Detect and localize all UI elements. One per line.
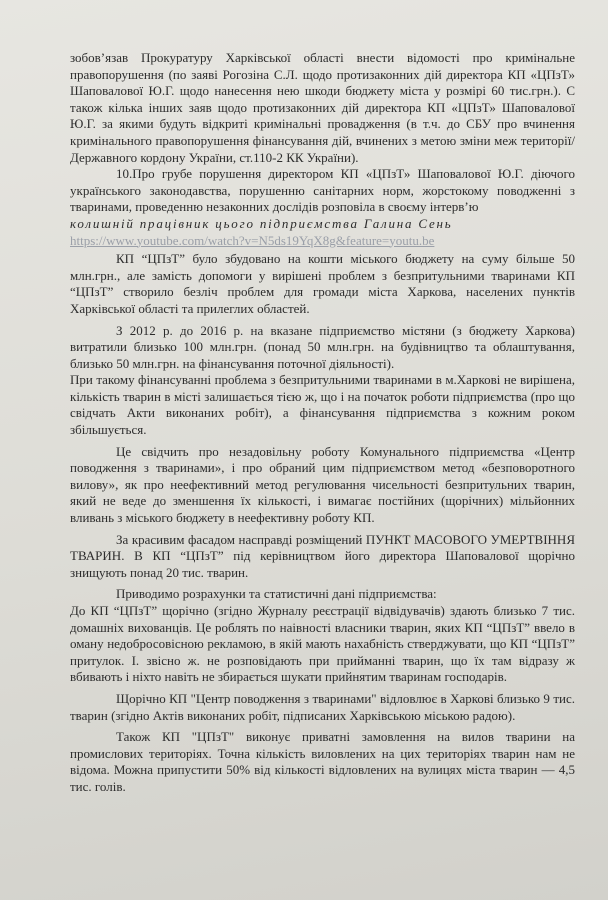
paragraph-statistics-intro: Приводимо розрахунки та статистичні дані підприємства: <box>116 586 437 602</box>
paragraph-inefficiency: Це свідчить про незадовільну роботу Комунального підприємства «Центр поводження з тваринами», і про обраний цим підприємством метод «безповоротного вилову», як про неефективний метод регулювання чисельності безпритульних тварин, який не веде до зменшення їх кількості, і вимагає постійних (щорічних) мільйонних вливань з міського бюджету в неефективну роботу КП. <box>70 443 575 526</box>
paragraph-violations: 10.Про грубе порушення директором КП «ЦПзТ» Шаповалової Ю.Г. діючого українського законодавства, порушенню санітарних норм, жорстокому поводженні з тваринами, проведенню незаконних дослідів розповіла в своєму інтерв’ю <box>70 166 575 215</box>
document-text <box>70 50 575 796</box>
paragraph-prosecutor: зобов’язав Прокуратуру Харківської області внести відомості про кримінальне правопорушення (по заяві Рогозіна С.Л. щодо протизаконних дій директора КП «ЦПзТ» Шаповалової Ю.Г. щодо нанесення нею шкоди бюджету міста у розмірі 60 тис.грн.). С також кілька інших заяв щодо протизаконних дій директора КП «ЦПзТ» Шаповалової Ю.Г. за якими будуть відкриті кримінальні провадження (в т.ч. до СБУ про вчинення кримінального правопорушення фінансування дій, вчинених з метою зміни меж території/Державного кордону України, ст.110-2 КК України). <box>70 50 575 165</box>
paragraph-facade: За красивим фасадом насправді розміщений ПУНКТ МАСОВОГО УМЕРТВІННЯ ТВАРИН. В КП “ЦПзТ” під керівництвом його директора Шаповалової щорічно знищують понад 20 тис. тварин. <box>70 531 575 580</box>
paragraph-capture: Щорічно КП "Центр поводження з тваринами" відловлює в Харкові близько 9 тис. тварин (згідно Актів виконаних робіт, підписаних Харківською міською радою). <box>70 690 575 723</box>
paragraph-former-employee: колишній працівник цього підприємства Галина Сень <box>70 215 453 231</box>
paragraph-pets: До КП “ЦПзТ” щорічно (згідно Журналу реєстрації відвідувачів) здають близько 7 тис. домашніх вихованців. Це роблять по наівності власники тварин, яких КП “ЦПзТ” ввело в оману недобросовісною рекламою, в якій мають нахабність стверджувати, що КП “ЦПзТ” притулок. І. звісно ж. не розповідають при прийманні тварин, що їх там відразу ж вбивають і ніхто навіть не збирається шукати прийнятим тваринам господарів. <box>70 603 575 685</box>
paragraph-private-orders: Також КП "ЦПзТ" виконує приватні замовлення на вилов тварини на промислових територіях. Точна кількість виловлених на цих територіях тварин нам не відома. Можна припустити 50% від кількості відловлених на вулицях міста тварин — 4,5 тис. голів. <box>70 729 575 794</box>
youtube-link[interactable]: https://www.youtube.com/watch?v=N5ds19YqX8g&feature=youtu.be <box>70 232 435 248</box>
paragraph-budget: КП “ЦПзТ” було збудовано на кошти міського бюджету на суму більше 50 млн.грн., але замість допомоги у вирішені проблем з безпритульними тваринами КП “ЦПзТ” створило безліч проблем для громади міста Харкова, населених пунктів Харківської області та прилеглих областей. <box>70 251 575 316</box>
paragraph-spending: З 2012 р. до 2016 р. на вказане підприємство містяни (з бюджету Харкова) витратили близько 100 млн.грн. (понад 50 млн.грн. на будівництво та облаштування, близько 50 млн.грн. на фінансування поточної діяльності). <box>70 322 575 371</box>
paragraph-financing: При такому фінансуванні проблема з безпритульними тваринами в м.Харкові не вирішена, кількість тварин в місті залишається тією ж, що і на початок роботи підприємства (про що свідчать Акти виконаних робіт), а фінансування підприємства з кожним роком збільшується. <box>70 372 575 438</box>
